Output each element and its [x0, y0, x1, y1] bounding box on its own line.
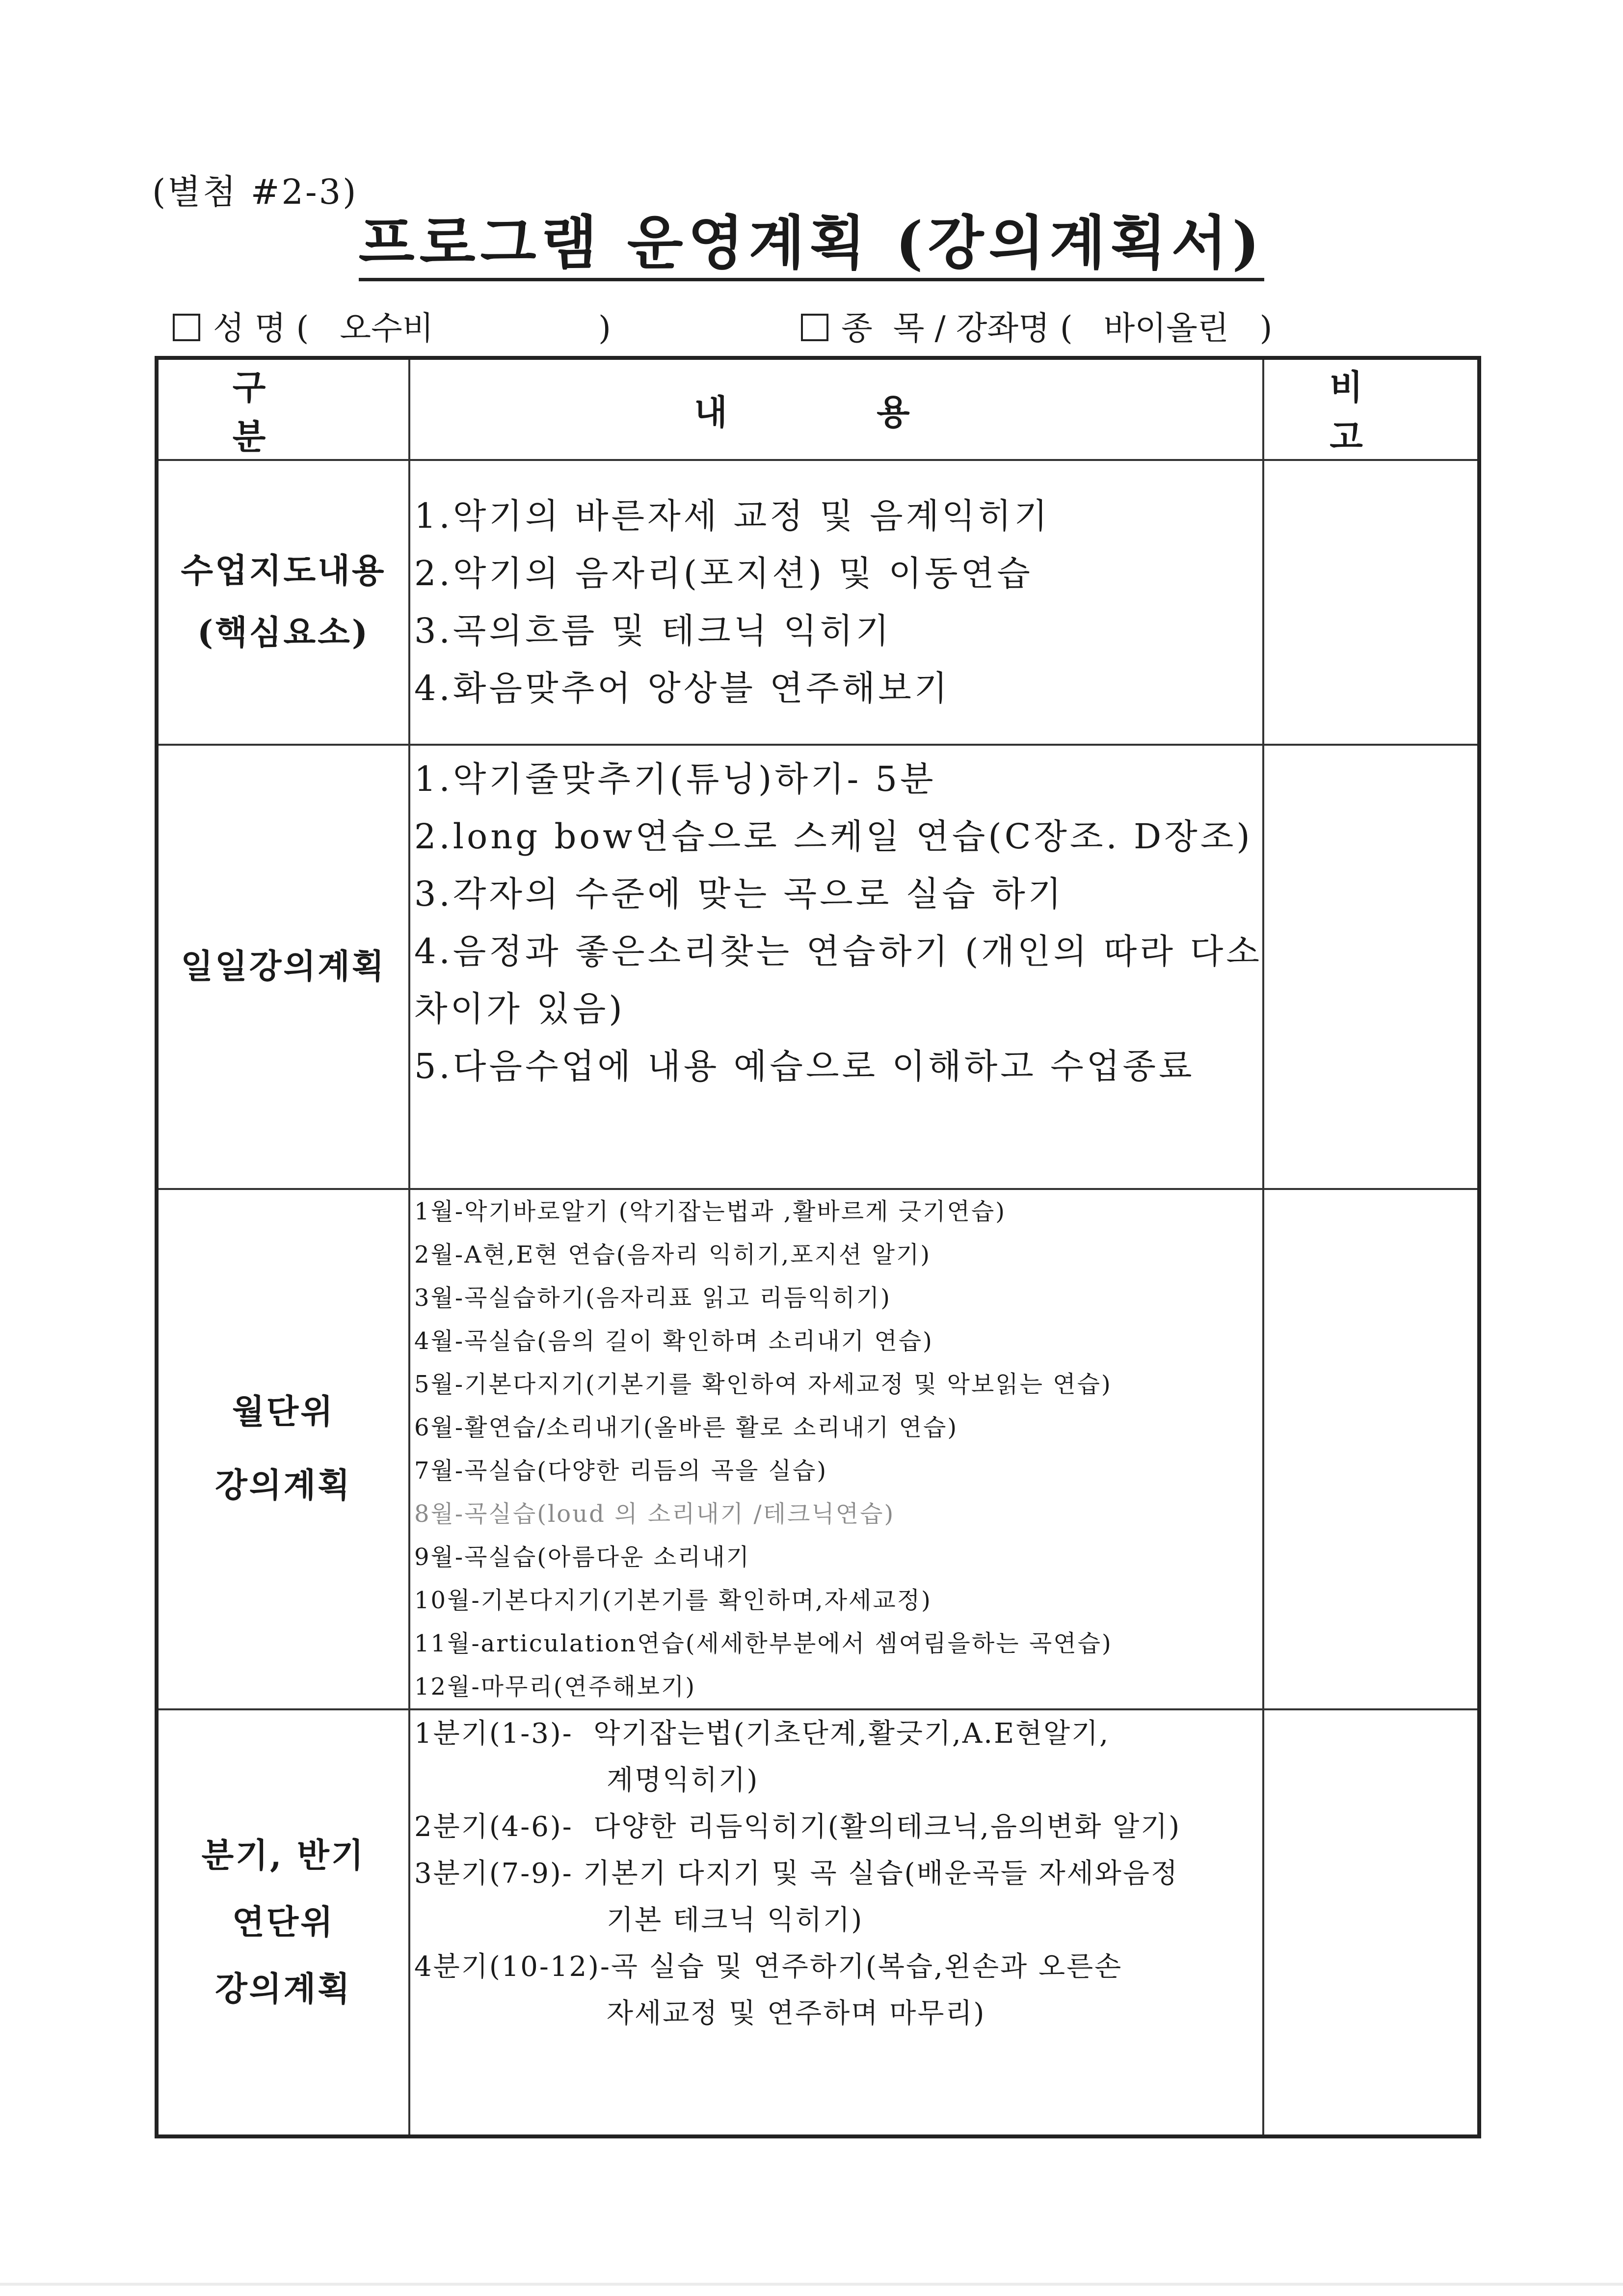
list-item: 2.long bow연습으로 스케일 연습(C장조. D장조) [414, 816, 1253, 857]
row-category: 분기, 반기 연단위 강의계획 [157, 1709, 409, 2136]
list-item: 5월-기본다지기(기본기를 확인하여 자세교정 및 악보읽는 연습) [414, 1371, 1112, 1398]
list-item: 1.악기줄맞추기(튜닝)하기- 5분 [414, 759, 936, 799]
list-item: 6월-활연습/소리내기(올바른 활로 소리내기 연습) [414, 1414, 958, 1441]
row-note [1263, 745, 1479, 1189]
list-item: 4월-곡실습(음의 길이 확인하며 소리내기 연습) [414, 1327, 933, 1355]
list-item: 1분기(1-3)- 악기잡는법(기초단계,활긋기,A.E현알기, [414, 1718, 1110, 1750]
list-item: 12월-마무리(연주해보기) [414, 1673, 696, 1701]
subject-value: 바이올린 [1103, 309, 1229, 347]
table-row [157, 460, 1479, 745]
attachment-label: (별첨 #2-3) [152, 172, 358, 212]
header-content: 내 용 [409, 358, 1263, 460]
table-header-row [157, 358, 1479, 460]
page-bottom-line [0, 2283, 1623, 2286]
name-label: 성 명 ( [213, 309, 309, 347]
list-item-continued: 기본 테크닉 익히기) [607, 1904, 864, 1936]
list-item: 3분기(7-9)- 기본기 다지기 및 곡 실습(배운곡들 자세와음정 [414, 1858, 1179, 1890]
list-item: 10월-기본다지기(기본기를 확인하며,자세교정) [414, 1587, 932, 1614]
list-item: 3.각자의 수준에 맞는 곡으로 실습 하기 [414, 874, 1064, 914]
list-item: 3.곡의흐름 및 테크닉 익히기 [414, 611, 892, 651]
list-item: 2.악기의 음자리(포지션) 및 이동연습 [414, 553, 1033, 594]
lecture-plan-table [155, 356, 1481, 2138]
name-value: 오수비 [340, 309, 434, 347]
subject-close: ) [1259, 309, 1273, 347]
row-note [1263, 1709, 1479, 2136]
list-item-continued: 자세교정 및 연주하며 마무리) [607, 1998, 986, 2029]
list-item: 1.악기의 바른자세 교정 및 음계익히기 [414, 496, 1051, 536]
header-category: 구 분 [157, 358, 409, 460]
name-field [173, 302, 611, 349]
row-note [1263, 1189, 1479, 1709]
table-row [157, 1709, 1479, 2136]
row-content [409, 745, 1277, 1189]
list-item: 2월-A현,E현 연습(음자리 익히기,포지션 알기) [414, 1241, 931, 1269]
row-content [409, 1189, 1263, 1709]
list-item: 4.음정과 좋은소리찾는 연습하기 (개인의 따라 다소 차이가 있음) [414, 931, 1277, 1029]
list-item: 11월-articulation연습(세세한부분에서 셈여림을하는 곡연습) [414, 1630, 1113, 1657]
name-checkbox-icon [173, 314, 200, 341]
row-category: 월단위 강의계획 [157, 1189, 409, 1709]
row-category: 일일강의계획 [157, 745, 409, 1189]
row-note [1263, 460, 1479, 745]
list-item: 8월-곡실습(loud 의 소리내기 /테크닉연습) [414, 1500, 895, 1528]
list-item: 1월-악기바로알기 (악기잡는법과 ,활바르게 긋기연습) [414, 1198, 1006, 1225]
table-row [157, 745, 1479, 1189]
row-content [409, 1709, 1263, 2136]
list-item: 2분기(4-6)- 다양한 리듬익히기(활의테크닉,음의변화 알기) [414, 1811, 1181, 1843]
name-close: ) [598, 309, 611, 347]
subject-field [801, 302, 1272, 349]
list-item: 4분기(10-12)-곡 실습 및 연주하기(복습,왼손과 오른손 [414, 1951, 1123, 1983]
subject-checkbox-icon [801, 314, 828, 341]
list-item-continued: 계명익히기) [607, 1764, 759, 1796]
page-title: 프로그램 운영계획 (강의계획서) [0, 209, 1623, 281]
row-content [409, 460, 1263, 745]
table-row [157, 1189, 1479, 1709]
list-item: 5.다음수업에 내용 예습으로 이해하고 수업종료 [414, 1046, 1195, 1086]
list-item: 4.화음맞추어 앙상블 연주해보기 [414, 668, 951, 708]
list-item: 9월-곡실습(아름다운 소리내기 [414, 1543, 751, 1571]
row-category: 수업지도내용 (핵심요소) [157, 460, 409, 745]
list-item: 3월-곡실습하기(음자리표 읽고 리듬익히기) [414, 1284, 891, 1312]
subject-label: 종 목 / 강좌명 ( [841, 309, 1073, 347]
header-note: 비 고 [1263, 358, 1479, 460]
list-item: 7월-곡실습(다양한 리듬의 곡을 실습) [414, 1457, 828, 1485]
